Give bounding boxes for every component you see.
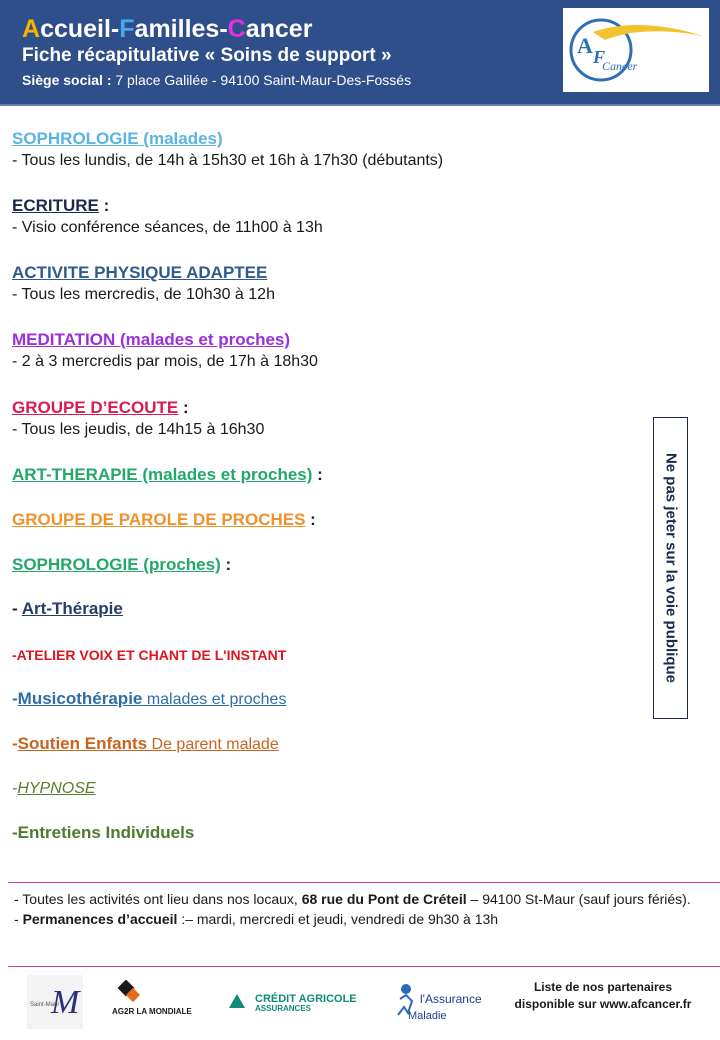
svg-text:Saint-Maur: Saint-Maur xyxy=(30,1002,60,1008)
section-sophrologie-proches: SOPHROLOGIE (proches) : xyxy=(12,555,232,574)
vertical-notice-box xyxy=(653,417,688,719)
svg-text:CRÉDIT AGRICOLE: CRÉDIT AGRICOLE xyxy=(255,993,357,1005)
saint-maur-logo xyxy=(27,975,83,1029)
section-groupe-parole: GROUPE DE PAROLE DE PROCHES : xyxy=(12,510,316,529)
partners-note: Liste de nos partenaires disponible sur www.afcancer.fr xyxy=(514,980,692,1011)
footer-permanences: - Permanences d’accueil :– mardi, mercredi et jeudi, vendredi de 9h30 à 13h xyxy=(14,911,499,927)
saint-maur-monogram-icon: M xyxy=(51,984,80,1021)
section-meditation: MEDITATION (malades et proches) - 2 à 3 mercredis par mois, de 17h à 18h30 xyxy=(12,330,318,370)
vertical-notice-text: Ne pas jeter sur la voie publique xyxy=(662,452,679,684)
item-soutien-enfants: -Soutien Enfants De parent malade xyxy=(12,734,279,753)
head-office-address: Siège social : 7 place Galilée - 94100 Saint-Maur-Des-Fossés xyxy=(22,72,412,88)
footer-location: - Toutes les activités ont lieu dans nos locaux, 68 rue du Pont de Créteil – 94100 St-Maur (sauf jours fériés). xyxy=(14,891,691,907)
item-entretiens: -Entretiens Individuels xyxy=(12,823,195,842)
svg-text:AG2R LA MONDIALE: AG2R LA MONDIALE xyxy=(112,1007,192,1016)
divider-top xyxy=(8,882,720,883)
divider-bottom xyxy=(8,966,720,967)
afc-logo xyxy=(563,8,709,92)
item-atelier-voix: -ATELIER VOIX ET CHANT DE L'INSTANT xyxy=(12,647,287,663)
header-banner xyxy=(0,0,720,106)
section-sophrologie-malades: SOPHROLOGIE (malades) - Tous les lundis, de 14h à 15h30 et 16h à 17h30 (débutants) xyxy=(12,129,444,169)
svg-text:ASSURANCES: ASSURANCES xyxy=(255,1004,312,1013)
footer-info xyxy=(14,890,704,928)
assurance-maladie-logo xyxy=(394,977,486,1025)
svg-text:l'Assurance: l'Assurance xyxy=(420,992,482,1006)
credit-agricole-logo xyxy=(227,988,383,1016)
section-activite-physique: ACTIVITE PHYSIQUE ADAPTEE - Tous les mercredis, de 10h30 à 12h xyxy=(12,263,275,303)
section-ecriture: ECRITURE : - Visio conférence séances, de 11h00 à 13h xyxy=(12,196,323,236)
svg-text:Cancer: Cancer xyxy=(602,59,638,73)
afc-logo-graphic xyxy=(563,8,709,92)
item-musicotherapie: -Musicothérapie malades et proches xyxy=(12,689,287,708)
svg-text:A: A xyxy=(577,33,593,58)
ag2r-logo xyxy=(108,980,204,1020)
svg-text:Maladie: Maladie xyxy=(408,1010,447,1022)
page-subtitle: Fiche récapitulative « Soins de support » xyxy=(22,45,392,66)
section-groupe-ecoute: GROUPE D’ECOUTE : - Tous les jeudis, de 14h15 à 16h30 xyxy=(12,398,265,438)
section-art-therapie: ART-THERAPIE (malades et proches) : xyxy=(12,465,323,484)
item-art-therapie: - Art-Thérapie xyxy=(12,599,123,618)
svg-text:F: F xyxy=(593,47,606,67)
item-hypnose: -HYPNOSE xyxy=(12,780,96,797)
brand-title: Accueil-Familles-Cancer xyxy=(22,15,313,43)
